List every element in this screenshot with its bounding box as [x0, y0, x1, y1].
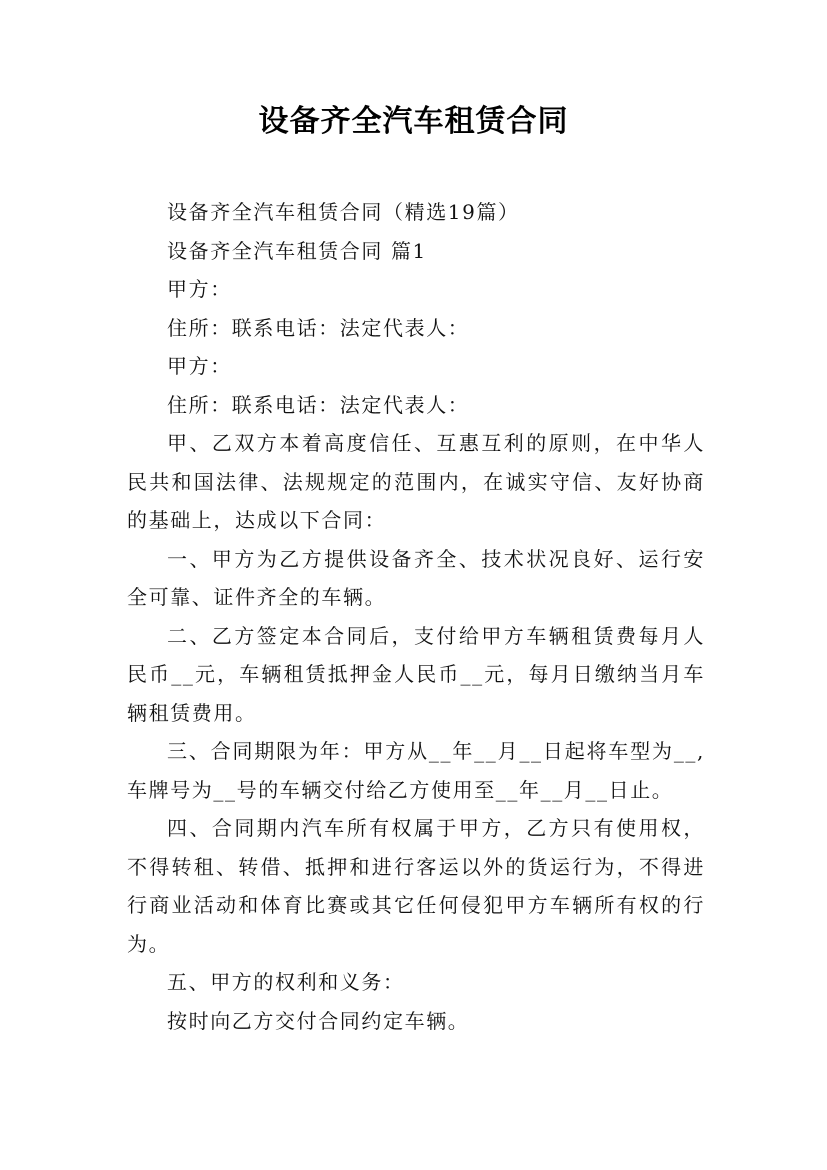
paragraph: 住所：联系电话：法定代表人： — [167, 392, 470, 417]
paragraph: 按时向乙方交付合同约定车辆。 — [167, 1008, 470, 1033]
paragraph: 二、乙方签定本合同后，支付给甲方车辆租赁费每月人民币__元，车辆租赁抵押金人民币__元，每月日缴纳当月车辆租赁费用。 — [127, 623, 705, 725]
paragraph: 甲、乙双方本着高度信任、互惠互利的原则，在中华人民共和国法律、法规规定的范围内，在诚实守信、友好协商的基础上，达成以下合同： — [127, 431, 705, 532]
paragraph: 三、合同期限为年：甲方从__年__月__日起将车型为__,车牌号为__号的车辆交付给乙方使用至__年__月__日止。 — [127, 739, 705, 802]
paragraph: 设备齐全汽车租赁合同（精选19篇） — [167, 200, 520, 224]
paragraph: 设备齐全汽车租赁合同 篇1 — [167, 238, 427, 263]
paragraph: 住所：联系电话：法定代表人： — [167, 315, 470, 340]
paragraph: 甲方： — [167, 354, 232, 378]
paragraph: 甲方： — [167, 277, 232, 301]
document-title: 设备齐全汽车租赁合同 — [258, 104, 569, 139]
paragraph: 一、甲方为乙方提供设备齐全、技术状况良好、运行安全可靠、证件齐全的车辆。 — [127, 546, 705, 609]
paragraph: 四、合同期内汽车所有权属于甲方，乙方只有使用权，不得转租、转借、抵押和进行客运以外的货运行为，不得进行商业活动和体育比赛或其它任何侵犯甲方车辆所有权的行为。 — [127, 816, 705, 956]
paragraph: 五、甲方的权利和义务： — [167, 970, 405, 994]
document-body — [127, 193, 705, 1040]
